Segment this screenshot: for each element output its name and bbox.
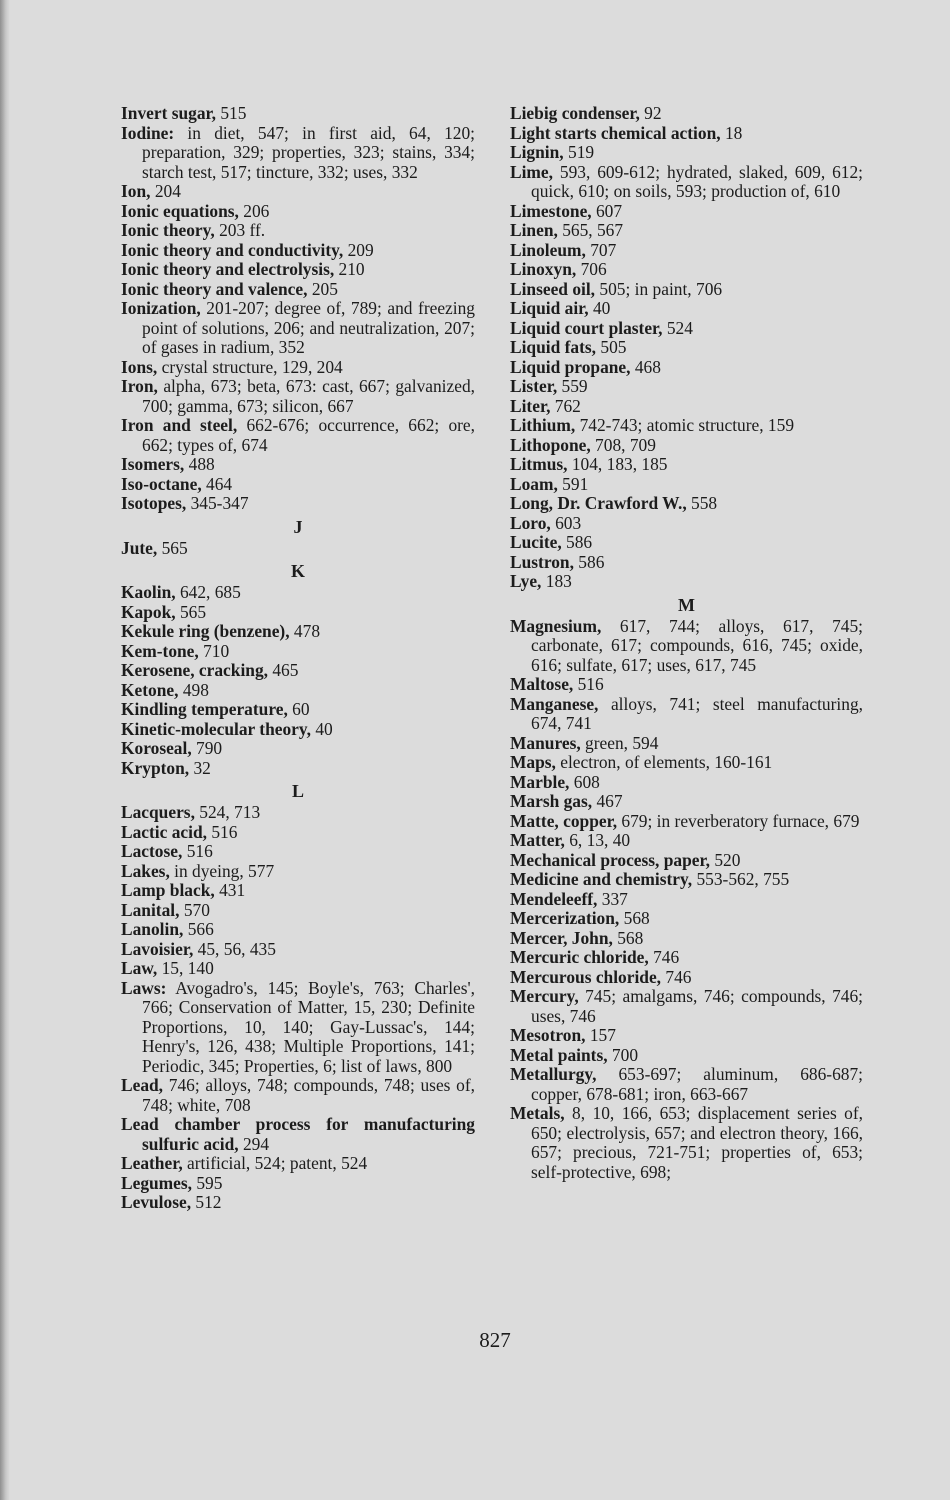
index-references: 520 (709, 849, 741, 870)
index-heading: Ions, (121, 356, 158, 377)
index-entry (121, 124, 475, 183)
index-references: 505; in paint, 706 (595, 278, 723, 299)
index-entry (510, 987, 863, 1026)
index-heading: Ionic theory and valence, (121, 278, 308, 299)
index-heading: Lactose, (121, 841, 183, 861)
index-heading: Lanital, (121, 899, 180, 920)
index-entry (510, 455, 863, 475)
index-entry (510, 572, 863, 592)
index-entry (121, 202, 475, 222)
index-references: 593, 609-612; hydrated, slaked, 609, 612; quick, 610; on soils, 593; production of, 610 (531, 161, 863, 201)
index-heading: Legumes, (121, 1172, 193, 1193)
index-entry (121, 803, 475, 823)
index-references: 464 (201, 473, 233, 494)
index-entry (121, 221, 475, 241)
index-references: 8, 10, 166, 653; displacement series of, 650; electrolysis, 657; and electron theory, 166, 657; precious, 721-751; properties of, 653; self-protective, 698; (531, 1103, 863, 1182)
index-entry (510, 397, 863, 417)
index-heading: Manganese, (510, 693, 599, 714)
index-entry (121, 280, 475, 300)
index-entry (121, 720, 475, 740)
index-references: artificial, 524; patent, 524 (182, 1153, 368, 1173)
index-heading: Loro, (510, 512, 551, 533)
index-references: 431 (214, 880, 246, 900)
index-heading: Loam, (510, 473, 558, 494)
index-heading: Manures, (510, 732, 581, 753)
index-entry (121, 940, 475, 960)
index-references: 203 ff. (214, 220, 266, 240)
index-entry (121, 260, 475, 280)
index-references: 566 (183, 919, 214, 939)
index-heading: Magnesium, (510, 615, 602, 636)
index-entry (510, 948, 863, 968)
index-heading: Lignin, (510, 142, 564, 162)
index-heading: Mercury, (510, 986, 579, 1006)
index-entry (510, 533, 863, 553)
index-heading: Maps, (510, 752, 556, 772)
index-references: 465 (268, 660, 299, 680)
index-heading: Marble, (510, 771, 570, 792)
index-heading: Kinetic-molecular theory, (121, 718, 311, 739)
index-references: 210 (334, 259, 365, 279)
index-entry (510, 299, 863, 319)
index-entry (121, 603, 475, 623)
index-references: 746; alloys, 748; compounds, 748; uses of, 748; white, 708 (142, 1075, 475, 1115)
index-references: 157 (585, 1025, 616, 1045)
index-entry (121, 862, 475, 882)
section-letter: L (291, 781, 304, 801)
index-references: in diet, 547; in first aid, 64, 120; preparation, 329; properties, 323; stains, 334; starch test, 517; tincture, 332; uses, 332 (142, 122, 475, 182)
index-entry (121, 823, 475, 843)
index-references: 516 (573, 674, 604, 694)
index-references: 524, 713 (194, 802, 261, 822)
index-references: 468 (630, 356, 661, 377)
index-heading: Leather, (121, 1153, 183, 1173)
index-heading: Lister, (510, 376, 558, 396)
index-entry (510, 143, 863, 163)
index-references: 478 (289, 621, 321, 641)
index-entry (121, 759, 475, 779)
index-references: 742-743; atomic structure, 159 (575, 415, 795, 435)
index-heading: Mendeleeff, (510, 888, 598, 909)
index-heading: Invert sugar, (121, 103, 217, 123)
index-entry (121, 182, 475, 202)
index-entry (510, 1046, 863, 1066)
index-heading: Krypton, (121, 757, 190, 778)
index-references: 515 (216, 103, 247, 123)
index-heading: Mercuric chloride, (510, 947, 649, 967)
index-entry (121, 241, 475, 261)
index-entry (121, 1193, 475, 1213)
index-entry (121, 1174, 475, 1194)
index-entry (121, 1154, 475, 1174)
index-heading: Liter, (510, 395, 551, 416)
index-heading: Metals, (510, 1103, 565, 1123)
index-references: crystal structure, 129, 204 (157, 356, 343, 377)
index-references: 512 (191, 1192, 222, 1212)
index-heading: Mercurous chloride, (510, 966, 662, 987)
index-references: 653-697; aluminum, 686-687; copper, 678-681; iron, 663-667 (531, 1064, 863, 1104)
index-entry (121, 700, 475, 720)
index-heading: Medicine and chemistry, (510, 869, 693, 889)
index-references: 617, 744; alloys, 617, 745; carbonate, 617; compounds, 616, 745; oxide, 616; sulfate, 617; uses, 617, 745 (531, 615, 863, 675)
index-heading: Linseed oil, (510, 278, 596, 299)
index-references: 746 (661, 966, 692, 987)
index-entry (510, 241, 863, 261)
index-entry (121, 377, 475, 416)
index-heading: Lithium, (510, 415, 576, 435)
index-references: 183 (541, 571, 572, 591)
index-entry (510, 695, 863, 734)
index-entry (121, 881, 475, 901)
index-entry (121, 299, 475, 358)
index-heading: Kapok, (121, 601, 176, 622)
index-heading: Law, (121, 958, 158, 978)
index-references: 553-562, 755 (692, 869, 790, 889)
index-entry (510, 617, 863, 676)
index-heading: Lead, (121, 1075, 164, 1095)
index-entry (121, 901, 475, 921)
index-references: 294 (238, 1133, 270, 1154)
index-heading: Isomers, (121, 454, 185, 474)
index-entry (510, 792, 863, 812)
index-references: 60 (287, 699, 310, 719)
index-references: 745; amalgams, 746; compounds, 746; uses, 746 (531, 986, 863, 1026)
index-entry (510, 812, 863, 832)
index-entry (510, 436, 863, 456)
index-entry (510, 553, 863, 573)
index-references: 337 (597, 888, 628, 909)
index-column-left (121, 104, 475, 1213)
index-heading: Lanolin, (121, 919, 184, 939)
index-heading: Litmus, (510, 454, 568, 474)
index-entry (121, 842, 475, 862)
index-entry (510, 416, 863, 436)
index-heading: Ionic theory and conductivity, (121, 239, 344, 260)
index-references: 40 (310, 718, 333, 739)
index-references: 707 (585, 239, 617, 260)
index-entry (121, 416, 475, 455)
index-references: 204 (150, 181, 181, 201)
index-heading: Kindling temperature, (121, 699, 288, 719)
index-references: alloys, 741; steel manufacturing, 674, 741 (531, 693, 863, 733)
index-entry (121, 1115, 475, 1154)
index-entry (121, 661, 475, 681)
index-entry (121, 739, 475, 759)
index-entry (121, 622, 475, 642)
index-references: 40 (588, 298, 611, 318)
index-references: 607 (591, 200, 623, 221)
index-entry (510, 968, 863, 988)
index-references: in dyeing, 577 (169, 860, 275, 881)
index-references: 586 (561, 532, 593, 552)
index-entry (510, 124, 863, 144)
index-references: 603 (550, 512, 582, 533)
index-references: 662-676; occurrence, 662; ore, 662; types of, 674 (142, 415, 475, 455)
index-references: 570 (179, 899, 210, 920)
index-references: 568 (619, 908, 650, 928)
index-heading: Kem-tone, (121, 640, 199, 661)
index-references: alpha, 673; beta, 673: cast, 667; galvanized, 700; gamma, 673; silicon, 667 (142, 376, 475, 416)
index-references: 558 (686, 493, 718, 513)
index-references: 104, 183, 185 (567, 454, 668, 474)
index-heading: Lime, (510, 161, 553, 182)
index-references: 710 (198, 640, 230, 661)
index-heading: Lavoisier, (121, 938, 194, 959)
section-letter: M (678, 594, 695, 615)
index-heading: Lead chamber process for manufacturing sulfuric acid, (121, 1114, 475, 1154)
index-entry (510, 338, 863, 358)
index-references: 565 (175, 601, 207, 622)
index-heading: Mechanical process, paper, (510, 849, 710, 870)
section-letter: J (293, 516, 303, 537)
index-heading: Mercer, John, (510, 927, 613, 948)
index-heading: Metal paints, (510, 1044, 608, 1065)
section-letter: K (290, 561, 305, 581)
index-entry (510, 358, 863, 378)
index-heading: Liquid propane, (510, 356, 631, 377)
index-entry (121, 642, 475, 662)
index-references: electron, of elements, 160-161 (555, 752, 773, 772)
index-heading: Ketone, (121, 679, 179, 700)
index-heading: Lakes, (121, 860, 170, 881)
index-heading: Metallurgy, (510, 1064, 597, 1084)
index-entry (510, 890, 863, 910)
page-number: 827 (479, 1328, 511, 1352)
index-references: 6, 13, 40 (564, 830, 631, 850)
index-references: 595 (192, 1172, 223, 1193)
index-entry (510, 514, 863, 534)
index-heading: Linen, (510, 220, 558, 240)
index-entry (510, 260, 863, 280)
index-heading: Lithopone, (510, 434, 591, 455)
index-references: 746 (648, 947, 680, 967)
index-entry (121, 681, 475, 701)
index-entry (121, 1076, 475, 1115)
index-heading: Laws: (121, 977, 167, 998)
index-heading: Ion, (121, 181, 151, 201)
index-references: 565, 567 (557, 220, 624, 240)
index-references: 679; in reverberatory furnace, 679 (617, 810, 860, 831)
index-references: 706 (576, 259, 607, 279)
index-entry (121, 979, 475, 1077)
index-heading: Ionic theory, (121, 220, 215, 240)
index-heading: Liquid air, (510, 298, 589, 318)
index-heading: Iron, (121, 376, 158, 396)
index-entry (121, 104, 475, 124)
index-entry (510, 475, 863, 495)
index-references: 209 (343, 239, 374, 260)
index-entry (121, 475, 475, 495)
index-heading: Kerosene, cracking, (121, 660, 268, 680)
index-heading: Limestone, (510, 200, 592, 221)
index-entry (121, 358, 475, 378)
index-references: 700 (607, 1044, 639, 1065)
index-heading: Lacquers, (121, 802, 195, 822)
index-references: 467 (592, 791, 623, 811)
index-entry (510, 734, 863, 754)
index-references: 516 (206, 821, 238, 842)
index-heading: Marsh gas, (510, 791, 593, 811)
index-entry (510, 1026, 863, 1046)
index-entry (510, 104, 863, 124)
index-entry (510, 1104, 863, 1182)
index-heading: Ionic theory and electrolysis, (121, 259, 335, 279)
index-entry (510, 929, 863, 949)
index-heading: Maltose, (510, 674, 574, 694)
index-entry (510, 280, 863, 300)
index-references: 559 (557, 376, 588, 396)
index-heading: Ionic equations, (121, 200, 239, 221)
page-edge-shadow (0, 0, 10, 1500)
index-heading: Linoleum, (510, 239, 586, 260)
index-entry (510, 831, 863, 851)
index-heading: Iodine: (121, 122, 175, 143)
index-references: 206 (238, 200, 270, 221)
index-heading: Long, Dr. Crawford W., (510, 493, 687, 513)
index-entry (510, 675, 863, 695)
index-entry (510, 1065, 863, 1104)
index-heading: Lustron, (510, 551, 574, 572)
index-references: 345-347 (186, 493, 249, 513)
index-heading: Linoxyn, (510, 259, 577, 279)
index-entry (121, 494, 475, 514)
index-references: 642, 685 (175, 582, 241, 602)
index-heading: Isotopes, (121, 493, 187, 513)
index-heading: Lucite, (510, 532, 562, 552)
index-entry (510, 851, 863, 871)
index-references: 488 (184, 454, 215, 474)
index-references: 498 (178, 679, 209, 700)
index-references: 505 (596, 337, 627, 357)
index-heading: Light starts chemical action, (510, 122, 721, 143)
index-entry (510, 202, 863, 222)
index-heading: Matter, (510, 830, 565, 850)
index-heading: Mercerization, (510, 908, 620, 928)
index-references: 92 (639, 103, 662, 123)
index-entry (121, 455, 475, 475)
index-entry (510, 909, 863, 929)
index-heading: Liquid fats, (510, 337, 597, 357)
index-references: 591 (557, 473, 589, 494)
index-entry (121, 583, 475, 603)
index-references: 762 (550, 395, 581, 416)
index-references: 45, 56, 435 (193, 938, 276, 959)
index-entry (510, 221, 863, 241)
index-heading: Iron and steel, (121, 415, 238, 435)
index-heading: Levulose, (121, 1192, 192, 1212)
index-heading: Lamp black, (121, 880, 215, 900)
index-heading: Kekule ring (benzene), (121, 621, 290, 641)
index-references: 516 (182, 841, 213, 861)
index-heading: Ionization, (121, 298, 201, 318)
index-references: 586 (573, 551, 605, 572)
index-heading: Liquid court plaster, (510, 317, 663, 338)
index-references: 15, 140 (157, 958, 214, 978)
index-references: 201-207; degree of, 789; and freezing point of solutions, 206; and neutralization, 207; of gases in radium, 352 (142, 298, 475, 357)
index-entry (510, 319, 863, 339)
index-references: 568 (612, 927, 644, 948)
index-references: 524 (662, 317, 693, 338)
index-entry (510, 163, 863, 202)
index-entry (510, 870, 863, 890)
index-entry (510, 494, 863, 514)
index-entry (510, 773, 863, 793)
index-references: 32 (189, 757, 211, 778)
index-references: 205 (307, 278, 338, 299)
index-references: 519 (563, 142, 595, 162)
index-entry (121, 959, 475, 979)
index-references: Avogadro's, 145; Boyle's, 763; Charles', 766; Conservation of Matter, 15, 230; Definite Proportions, 10, 140; Gay-Lussac's, 144; Henry's, 126, 438; Multiple Proportions, 141; Periodic, 345; Properties, 6; list of laws, 800 (142, 977, 475, 1076)
index-heading: Koroseal, (121, 738, 192, 758)
index-heading: Jute, (121, 537, 158, 558)
index-entry (510, 377, 863, 397)
index-entry (121, 920, 475, 940)
index-heading: Lactic acid, (121, 821, 207, 842)
index-references: 18 (720, 122, 743, 143)
index-heading: Matte, copper, (510, 810, 618, 831)
index-references: 565 (157, 537, 188, 558)
index-heading: Iso-octane, (121, 473, 202, 494)
index-references: 790 (191, 738, 223, 758)
index-column-right (510, 104, 863, 1182)
index-references: green, 594 (580, 732, 659, 753)
index-heading: Liebig condenser, (510, 103, 640, 123)
index-entry (121, 539, 475, 559)
index-entry (510, 753, 863, 773)
index-references: 608 (569, 771, 600, 792)
index-heading: Lye, (510, 571, 542, 591)
index-heading: Mesotron, (510, 1025, 586, 1045)
index-heading: Kaolin, (121, 582, 176, 602)
index-references: 708, 709 (590, 434, 656, 455)
